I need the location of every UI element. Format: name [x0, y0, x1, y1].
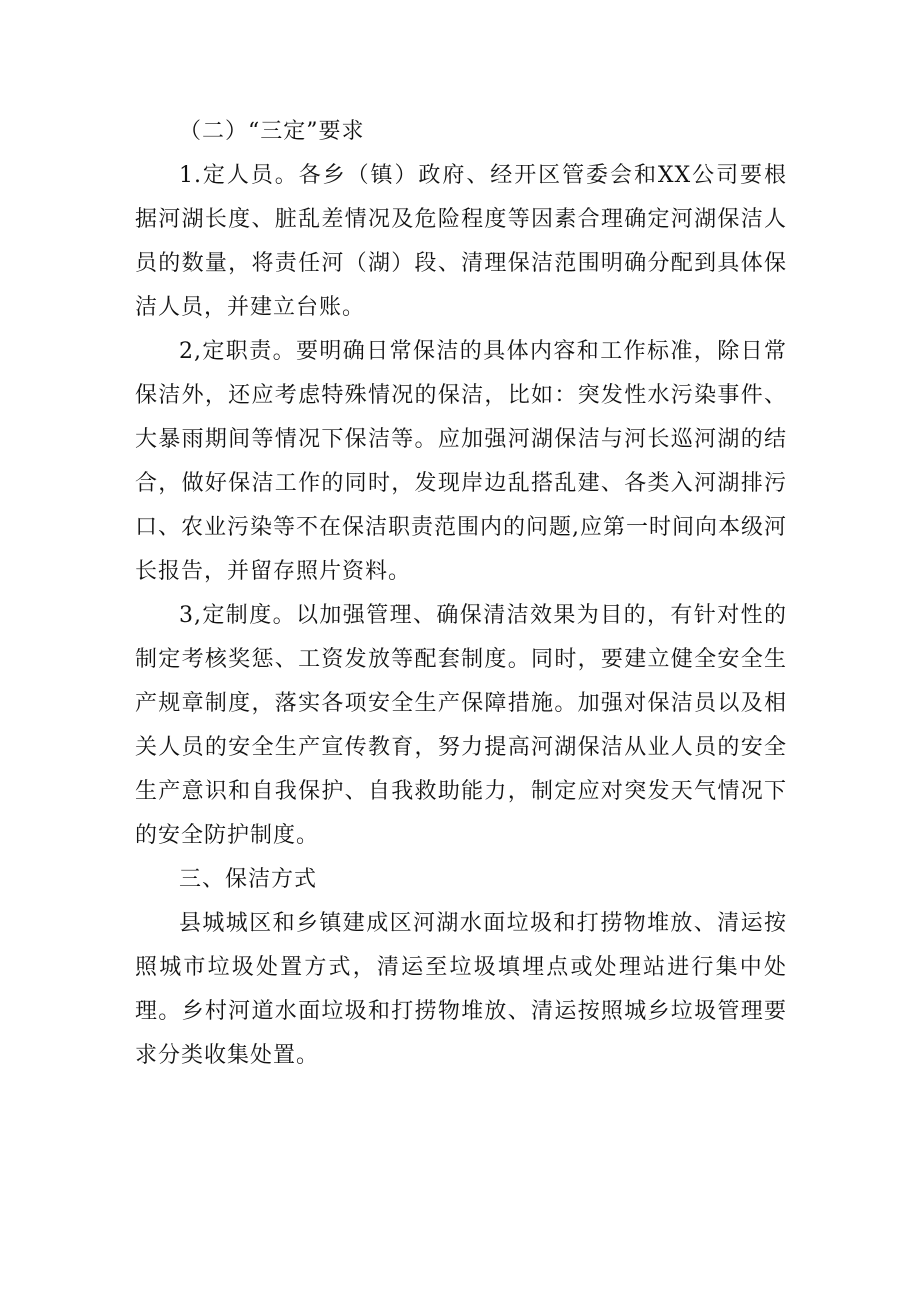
paragraph-ding-zhidu: 3,定制度。以加强管理、确保清洁效果为目的，有针对性的制定考核奖惩、工资发放等配套制度。同时，要建立健全安全生产规章制度，落实各项安全生产保障措施。加强对保洁员以及相关人员的安全生产宣传教育，努力提高河湖保洁从业人员的安全生产意识和自我保护、自我救助能力，制定应对突发天气情况下的安全防护制度。: [135, 603, 787, 848]
paragraph-ding-zhize: 2,定职责。要明确日常保洁的具体内容和工作标准，除日常保洁外，还应考虑特殊情况的保洁，比如：突发性水污染事件、大暴雨期间等情况下保洁等。应加强河湖保洁与河长巡河湖的结合，做好保洁工作的同时，发现岸边乱搭乱建、各类入河湖排污口、农业污染等不在保洁职责范围内的问题,应第一时间向本级河长报告，并留存照片资料。: [135, 339, 787, 584]
section-heading-san-ding: （二）“三定”要求: [179, 119, 365, 144]
section-heading-baojie-fangshi: 三、保洁方式: [179, 867, 318, 892]
paragraph-ding-renyuan: 1.定人员。各乡（镇）政府、经开区管委会和XX公司要根据河湖长度、脏乱差情况及危险程度等因素合理确定河湖保洁人员的数量，将责任河（湖）段、清理保洁范围明确分配到具体保洁人员，并建立台账。: [135, 163, 787, 320]
document-body: [135, 110, 787, 1078]
paragraph-baojie-fangshi: 县城城区和乡镇建成区河湖水面垃圾和打捞物堆放、清运按照城市垃圾处置方式，清运至垃圾填埋点或处理站进行集中处理。乡村河道水面垃圾和打捞物堆放、清运按照城乡垃圾管理要求分类收集处置。: [135, 911, 787, 1068]
